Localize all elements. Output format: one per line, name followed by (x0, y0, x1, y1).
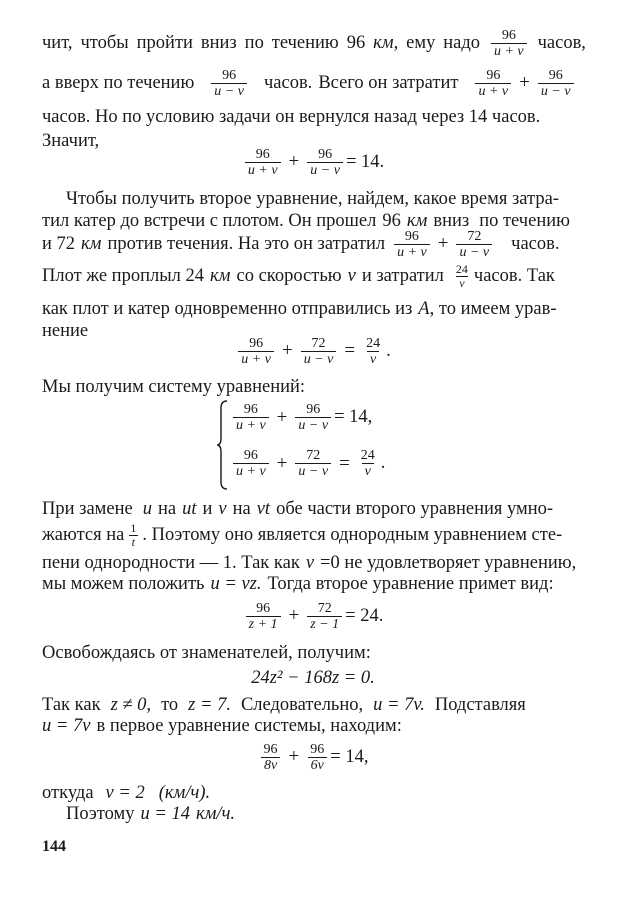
word: по (244, 33, 264, 53)
text-line (42, 67, 586, 99)
text-line: Освобождаясь от знаменателей, получим: (42, 643, 371, 663)
fraction: $\frac{96}{u - v}$ (538, 68, 574, 99)
page-number: 144 (42, 838, 66, 855)
text-line: и 72 км против течения. На это он затратил $\frac{96}{u + v}$ + $\frac{72}{u - v}$ часов. (42, 228, 560, 260)
text-line: нение (42, 321, 89, 341)
equation-system (216, 400, 416, 492)
text-line: часов. Но по условию задачи он вернулся назад через 14 часов. (42, 107, 541, 127)
text: Всего он затратит (318, 73, 459, 93)
text-line: Чтобы получить второе уравнение, найдем, какое время затра- (66, 189, 559, 209)
equation-4: 24z² − 168z = 0. (251, 667, 375, 688)
system-row-1: $\frac{96}{u + v}$ + $\frac{96}{u - v}$ = 14, (230, 402, 372, 433)
fraction: $\frac{1}{t}$ (130, 520, 137, 549)
text-line: Так как z ≠ 0, то z = 7. Следовательно, u = 7v. Подставляя (42, 695, 526, 715)
equation-2: $\frac{96}{u + v}$ + $\frac{72}{u - v}$ = $\frac{24}{v}$ . (0, 330, 626, 372)
text-line: Значит, (42, 131, 100, 151)
word: чит, (42, 33, 73, 53)
operator: = (344, 340, 356, 361)
text: а вверх по течению (42, 73, 195, 93)
fraction: $\frac{72}{u - v}$ (456, 229, 492, 260)
equation-5: $\frac{96}{8v}$ + $\frac{96}{6v}$ = 14, (0, 736, 626, 778)
fraction: $\frac{24}{v}$ (366, 335, 381, 367)
text-line: u = 7v в первое уравнение системы, находим: (42, 716, 402, 736)
fraction: $\frac{24}{v}$ (455, 261, 468, 290)
operator: + (437, 233, 449, 254)
operator: + (281, 340, 293, 361)
brace-icon (216, 400, 228, 490)
text-line: тил катер до встречи с плотом. Он прошел 96 км вниз по течению (42, 211, 570, 231)
text: часов. (263, 73, 313, 93)
text-line: пени однородности — 1. Так как v =0 не удовлетворяет уравнению, (42, 553, 577, 573)
text-line: При замене u на ut и v на vt обе части второго уравнения умно- (42, 499, 554, 519)
fraction: $\frac{96}{u + v}$ (475, 68, 511, 99)
fraction: $\frac{96}{u + v}$ (491, 28, 527, 59)
text-line: мы можем положить u = vz. Тогда второе уравнение примет вид: (42, 574, 554, 594)
operator: + (288, 151, 300, 172)
text-line: Поэтому u = 14 км/ч. (66, 804, 236, 824)
word: течению (271, 33, 339, 53)
text-line (42, 27, 586, 59)
equation-3: $\frac{96}{z + 1}$ + $\frac{72}{z - 1}$ = 24. (0, 596, 626, 636)
unit: км, (373, 33, 399, 53)
text-line: откуда v = 2 (км/ч). (42, 783, 211, 803)
operator: + (519, 72, 530, 93)
text-line: Мы получим систему уравнений: (42, 377, 306, 397)
text-line: как плот и катер одновременно отправились из A , то имеем урав- (42, 299, 557, 319)
fraction: $\frac{96}{u - v}$ (211, 68, 247, 99)
system-row-2: $\frac{96}{u + v}$ + $\frac{72}{u - v}$ = $\frac{24}{v}$ . (230, 448, 385, 479)
word: чтобы (80, 33, 129, 53)
word: часов, (537, 33, 586, 53)
equation-rhs: = 14. (345, 151, 385, 172)
equation-1 (0, 142, 626, 182)
word: 96 (346, 33, 366, 53)
text-line: жаются на $\frac{1}{t}$ . Поэтому оно является однородным уравнением сте- (42, 520, 563, 549)
word: надо (443, 33, 481, 53)
fraction: $\frac{96}{u + v}$ (394, 229, 430, 260)
fraction: $\frac{96}{u - v}$ (307, 147, 343, 178)
fraction: $\frac{96}{u + v}$ (245, 147, 281, 178)
word: вниз (200, 33, 237, 53)
text-line: Плот же проплыл 24 км со скоростью v и затратил $\frac{24}{v}$ часов. Так (42, 261, 555, 290)
fraction: $\frac{72}{u - v}$ (301, 336, 337, 367)
fraction: $\frac{96}{u + v}$ (238, 336, 274, 367)
word: ему (406, 33, 436, 53)
word: пройти (136, 33, 193, 53)
